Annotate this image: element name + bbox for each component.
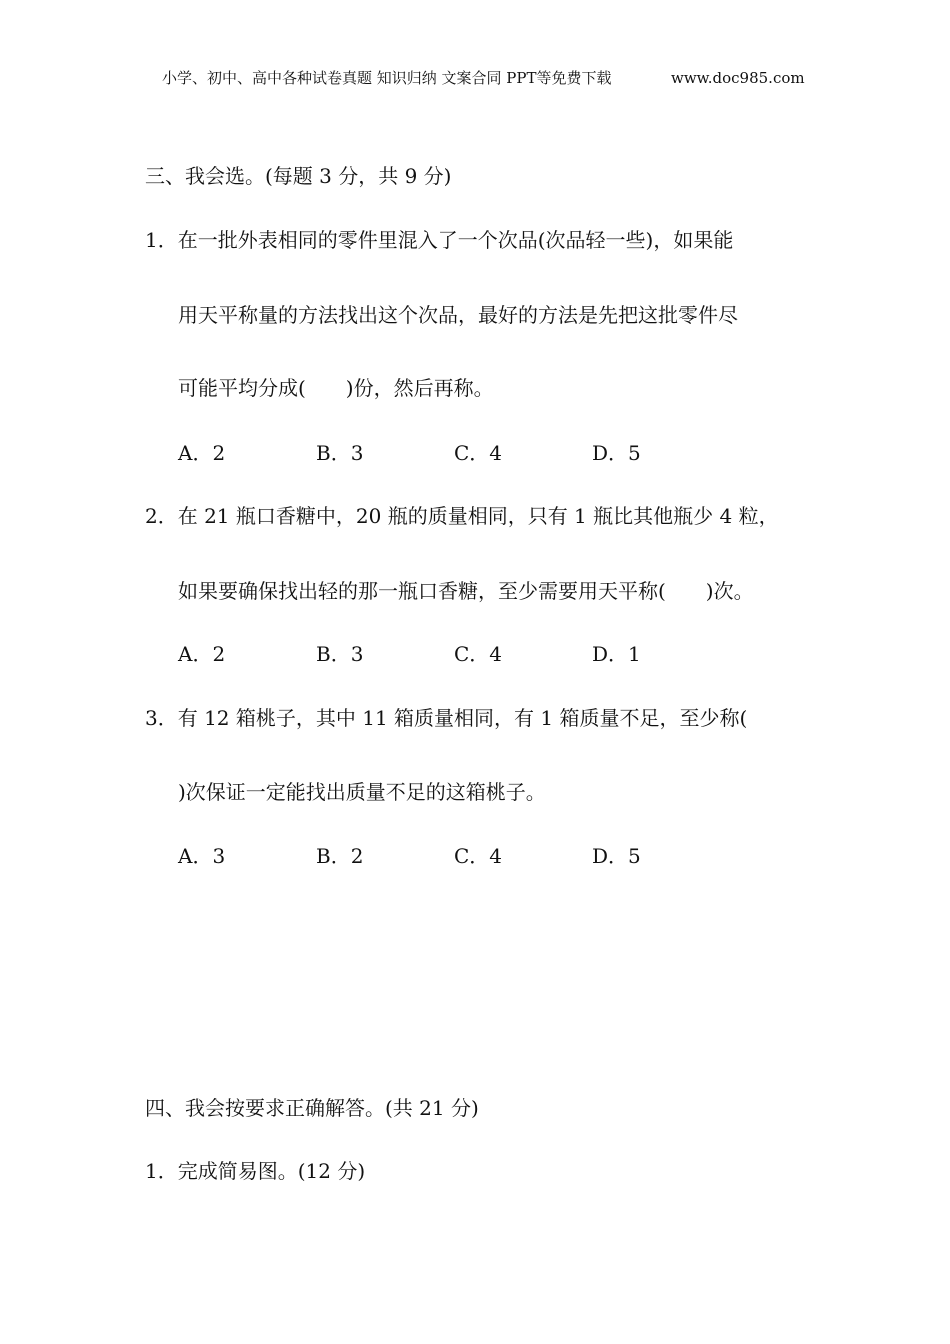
- q1-line-1: 1．在一批外表相同的零件里混入了一个次品(次品轻一些)，如果能: [145, 228, 734, 252]
- q2-line-1: 2．在 21 瓶口香糖中，20 瓶的质量相同，只有 1 瓶比其他瓶少 4 粒，: [145, 504, 779, 528]
- section3-title: 三、我会选。(每题 3 分，共 9 分): [145, 164, 452, 188]
- q1-option-d: D．5: [592, 441, 641, 465]
- q3-option-a: A．3: [178, 844, 226, 868]
- header-left-text: 小学、初中、高中各种试卷真题 知识归纳 文案合同 PPT等免费下载: [162, 69, 612, 87]
- q3-option-d: D．5: [592, 844, 641, 868]
- q1-line-2: 用天平称量的方法找出这个次品，最好的方法是先把这批零件尽: [178, 303, 738, 327]
- q2-option-a: A．2: [178, 642, 226, 666]
- q2-option-d: D．1: [592, 642, 641, 666]
- q1-option-b: B．3: [316, 441, 364, 465]
- section4-title: 四、我会按要求正确解答。(共 21 分): [145, 1096, 479, 1120]
- q3-line-1: 3．有 12 箱桃子，其中 11 箱质量相同，有 1 箱质量不足，至少称(: [145, 706, 748, 730]
- header-website: www.doc985.com: [671, 69, 805, 87]
- q2-option-b: B．3: [316, 642, 364, 666]
- q2-line-2: 如果要确保找出轻的那一瓶口香糖，至少需要用天平称( )次。: [178, 579, 754, 603]
- q1-option-a: A．2: [178, 441, 226, 465]
- section4-q1: 1．完成简易图。(12 分): [145, 1159, 366, 1183]
- q2-option-c: C．4: [454, 642, 503, 666]
- q3-option-b: B．2: [316, 844, 364, 868]
- q3-option-c: C．4: [454, 844, 503, 868]
- q3-line-2: )次保证一定能找出质量不足的这箱桃子。: [178, 780, 546, 804]
- q1-option-c: C．4: [454, 441, 503, 465]
- q1-line-3: 可能平均分成( )份，然后再称。: [178, 376, 494, 400]
